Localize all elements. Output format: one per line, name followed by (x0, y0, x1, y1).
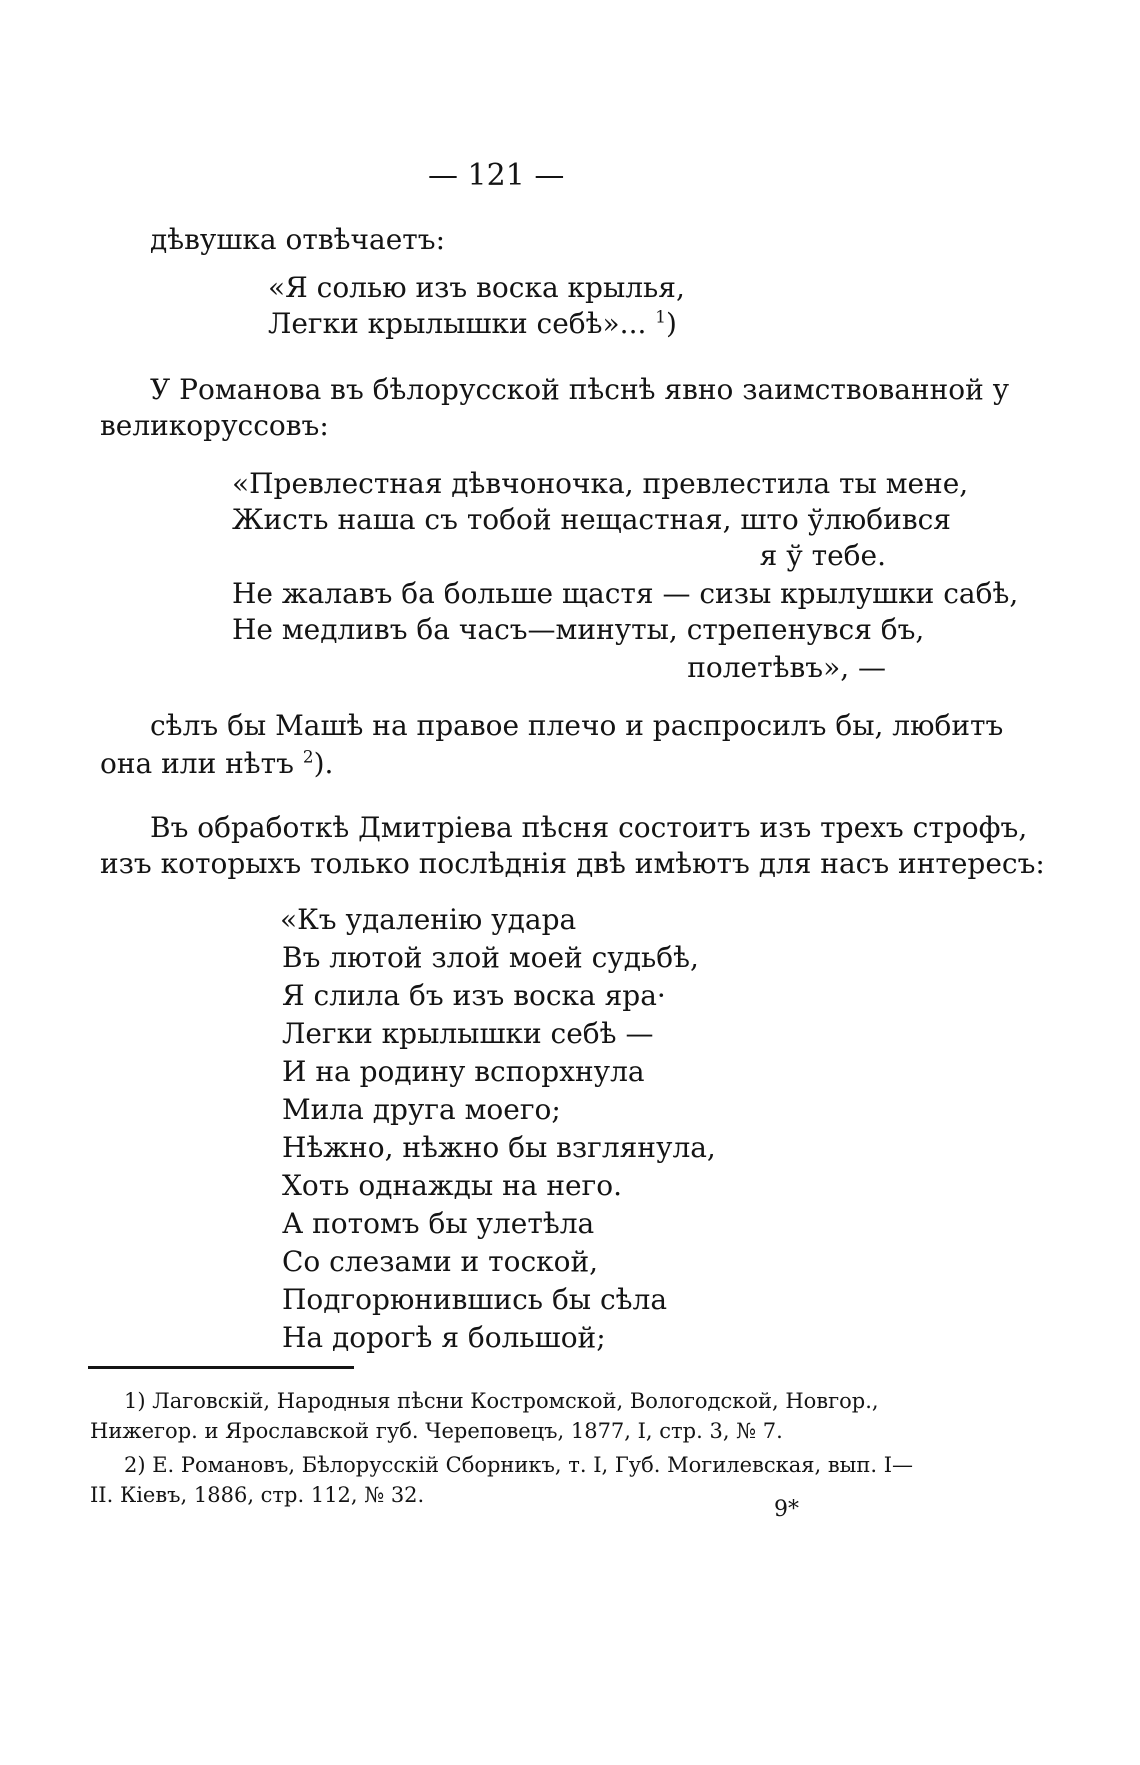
para3-line-2: изъ которыхъ только послѣднія двѣ имѣютъ для насъ интересъ: (100, 847, 1045, 880)
quote3-line-1: «Къ удаленію удара (280, 903, 577, 936)
para1-line-2: великоруссовъ: (100, 409, 329, 442)
footnote-divider (88, 1366, 354, 1369)
para2-line-1: сѣлъ бы Машѣ на правое плечо и распросилъ бы, любитъ (150, 709, 1004, 742)
page-number: — 121 — (428, 158, 565, 193)
quote2-line-1: «Превлестная дѣвчоночка, превлестила ты мене, (232, 467, 969, 500)
intro-line: дѣвушка отвѣчаетъ: (150, 223, 445, 256)
quote3-line-5: И на родину вспорхнула (282, 1055, 645, 1088)
signature-mark: 9* (774, 1497, 799, 1522)
quote1-line-2-text: Легки крылышки себѣ»... (268, 307, 647, 340)
para1-line-1: У Романова въ бѣлорусской пѣснѣ явно заимствованной у (150, 373, 1010, 406)
quote3-line-6: Мила друга моего; (282, 1093, 561, 1126)
footnote-ref-2-close: ). (313, 747, 334, 780)
footnote-ref-1: 1 (655, 306, 666, 327)
quote2-line-6: полетѣвъ», — (687, 651, 886, 684)
quote3-line-11: Подгорюнившись бы сѣла (282, 1283, 668, 1316)
quote1-line-2 (268, 306, 677, 342)
quote2-line-5: Не медливъ ба часъ—минуты, стрепенувся бъ, (232, 613, 925, 646)
para3-line-1: Въ обработкѣ Дмитріева пѣсня состоитъ изъ трехъ строфъ, (150, 811, 1028, 844)
footnote-ref-1-close: ) (665, 307, 677, 340)
quote3-line-12: На дорогѣ я большой; (282, 1321, 606, 1354)
quote2-line-3: я ў тебе. (759, 539, 886, 572)
quote3-line-10: Со слезами и тоской, (282, 1245, 599, 1278)
quote2-line-2: Жисть наша съ тобой нещастная, што ўлюбився (232, 503, 951, 536)
quote1-line-1: «Я солью изъ воска крылья, (268, 271, 685, 304)
para2-line-2 (100, 746, 333, 782)
footnote-2-line-1: 2) Е. Романовъ, Бѣлорусскій Сборникъ, т. I, Губ. Могилевская, вып. I— (124, 1453, 914, 1477)
footnote-2-line-2: II. Кіевъ, 1886, стр. 112, № 32. (90, 1483, 425, 1507)
quote3-line-9: А потомъ бы улетѣла (282, 1207, 595, 1240)
footnote-1-line-2: Нижегор. и Ярославской губ. Череповецъ, 1877, I, стр. 3, № 7. (90, 1419, 783, 1443)
para2-line-2-text: она или нѣтъ (100, 747, 294, 780)
quote3-line-2: Въ лютой злой моей судьбѣ, (282, 941, 699, 974)
quote3-line-4: Легки крылышки себѣ — (282, 1017, 654, 1050)
quote3-line-8: Хоть однажды на него. (282, 1169, 622, 1202)
quote3-line-7: Нѣжно, нѣжно бы взглянула, (282, 1131, 716, 1164)
quote3-line-3: Я слила бъ изъ воска яра· (282, 979, 666, 1012)
quote2-line-4: Не жалавъ ба больше щастя — сизы крылушки сабѣ, (232, 577, 1019, 610)
footnote-ref-2: 2 (302, 746, 314, 767)
footnote-1-line-1: 1) Лаговскій, Народныя пѣсни Костромской, Вологодской, Новгор., (124, 1389, 879, 1413)
